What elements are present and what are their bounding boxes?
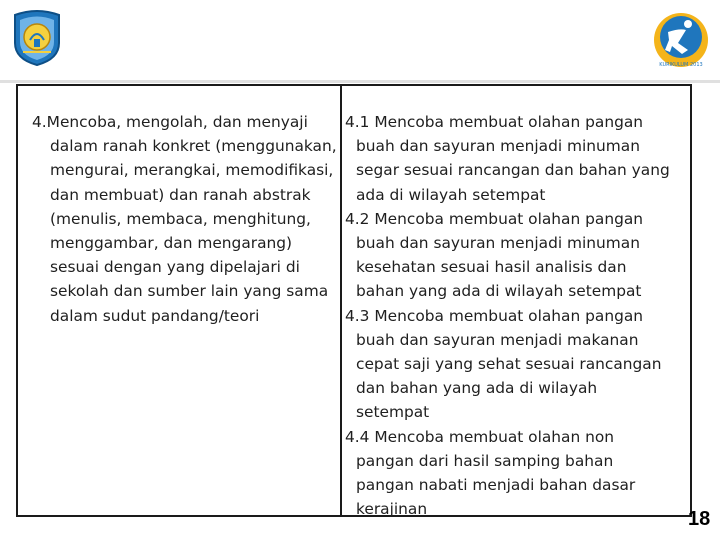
page-number: 18 xyxy=(688,508,711,530)
basic-competency-item-heading: 4.4 Mencoba membuat olahan non xyxy=(345,427,615,446)
basic-competency-line: bahan yang ada di wilayah setempat xyxy=(356,282,642,301)
core-competency-line: 4.Mencoba, mengolah, dan menyaji xyxy=(32,113,308,131)
basic-competency-line: cepat saji yang sehat sesuai rancangan xyxy=(356,355,662,374)
core-competency-cell xyxy=(32,110,337,328)
core-competency-line: dalam sudut pandang/teori xyxy=(50,306,260,325)
ministry-emblem-icon xyxy=(11,9,63,67)
basic-competency-line: dan bahan yang ada di wilayah xyxy=(356,379,598,398)
column-divider xyxy=(340,86,342,515)
core-competency-line: mengurai, merangkai, memodifikasi, xyxy=(50,161,334,180)
core-competency-line: (menulis, membaca, menghitung, xyxy=(50,209,311,228)
basic-competency-item-heading: 4.2 Mencoba membuat olahan pangan xyxy=(345,209,644,228)
basic-competency-line: kerajinan xyxy=(356,500,428,519)
basic-competency-item-heading: 4.3 Mencoba membuat olahan pangan xyxy=(345,306,644,325)
basic-competency-line: buah dan sayuran menjadi makanan xyxy=(356,330,639,349)
basic-competency-item-heading: 4.1 Mencoba membuat olahan pangan xyxy=(345,113,644,131)
basic-competency-cell xyxy=(345,110,670,521)
basic-competency-line: buah dan sayuran menjadi minuman xyxy=(356,137,640,156)
svg-text:KURIKULUM 2013: KURIKULUM 2013 xyxy=(659,62,703,68)
basic-competency-line: setempat xyxy=(356,403,430,422)
header-divider xyxy=(0,80,720,83)
core-competency-line: dalam ranah konkret (menggunakan, xyxy=(50,137,337,156)
competency-table xyxy=(16,84,692,517)
basic-competency-line: pangan nabati menjadi bahan dasar xyxy=(356,476,636,495)
basic-competency-line: ada di wilayah setempat xyxy=(356,185,546,204)
core-competency-line: sekolah dan sumber lain yang sama xyxy=(50,282,329,301)
core-competency-line: dan membuat) dan ranah abstrak xyxy=(50,185,311,204)
kurikulum-2013-icon xyxy=(652,10,710,72)
basic-competency-line: buah dan sayuran menjadi minuman xyxy=(356,234,640,253)
core-competency-line: sesuai dengan yang dipelajari di xyxy=(50,258,300,277)
basic-competency-line: pangan dari hasil samping bahan xyxy=(356,451,614,470)
core-competency-line: menggambar, dan mengarang) xyxy=(50,234,293,253)
basic-competency-line: kesehatan sesuai hasil analisis dan xyxy=(356,258,627,277)
basic-competency-line: segar sesuai rancangan dan bahan yang xyxy=(356,161,670,180)
